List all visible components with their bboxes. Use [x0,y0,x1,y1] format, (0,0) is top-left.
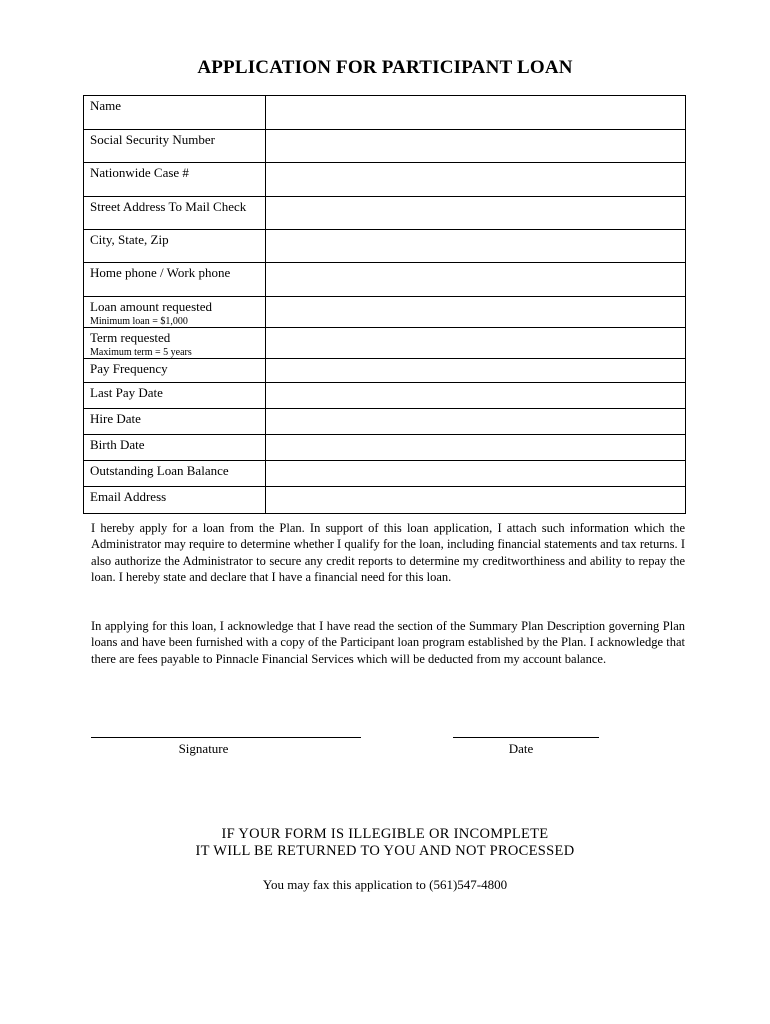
acknowledgement-statement: In applying for this loan, I acknowledge that I have read the section of the Summary Plan Description governing Plan loans and have been furnished with a copy of the Participant loan program established by the Plan. I acknowledge that there are fees payable to Pinnacle Financial Services which will be deducted from my account balance. [91,619,685,666]
pay-frequency-input[interactable] [266,359,686,383]
field-label: Home phone / Work phone [90,265,231,280]
field-label: Street Address To Mail Check [90,199,247,214]
field-row-hire-date [84,409,686,435]
field-row-outstanding-balance [84,461,686,487]
warning-line-1: IF YOUR FORM IS ILLEGIBLE OR INCOMPLETE [221,826,549,842]
field-label-cell [84,297,266,328]
field-row-city-state-zip [84,230,686,263]
field-label: Term requested [90,330,171,345]
field-label: Outstanding Loan Balance [90,463,229,478]
field-label: Last Pay Date [90,385,163,400]
name-input[interactable] [266,96,686,130]
field-label-cell [84,328,266,359]
field-label: Pay Frequency [90,361,168,376]
field-row-birth-date [84,435,686,461]
field-label: Name [90,98,122,113]
field-label-cell [84,96,266,130]
field-label-cell [84,435,266,461]
field-label-cell [84,409,266,435]
field-row-term [84,328,686,359]
field-label-cell [84,263,266,297]
date-line[interactable] [453,737,599,738]
application-statement: I hereby apply for a loan from the Plan. In support of this loan application, I attach such information which the Administrator may require to determine whether I qualify for the loan, including financial statements and tax returns. I also authorize the Administrator to secure any credit reports to determine my creditworthiness and ability to repay the loan. I hereby state and declare that I have a financial need for this loan. [91,521,685,585]
field-label: Hire Date [90,411,141,426]
field-label: Birth Date [90,437,145,452]
field-note: Minimum loan = $1,000 [90,316,188,327]
city-state-zip-input[interactable] [266,230,686,263]
term-input[interactable] [266,328,686,359]
field-label: Email Address [90,489,167,504]
signature-line[interactable] [91,737,361,738]
field-label-cell [84,130,266,163]
birth-date-input[interactable] [266,435,686,461]
field-row-last-pay-date [84,383,686,409]
application-form-table [83,95,686,514]
case-number-input[interactable] [266,163,686,197]
field-label: Loan amount requested [90,299,213,314]
outstanding-balance-input[interactable] [266,461,686,487]
field-row-pay-frequency [84,359,686,383]
email-input[interactable] [266,487,686,514]
field-label-cell [84,197,266,230]
fax-note: You may fax this application to (561)547-4800 [262,877,508,892]
field-label-cell [84,163,266,197]
ssn-input[interactable] [266,130,686,163]
warning-line-2: IT WILL BE RETURNED TO YOU AND NOT PROCESSED [195,843,575,859]
field-label: Nationwide Case # [90,165,189,180]
field-label-cell [84,487,266,514]
field-row-case-number [84,163,686,197]
field-label-cell [84,383,266,409]
field-note: Maximum term = 5 years [90,347,192,358]
phone-input[interactable] [266,263,686,297]
field-label-cell [84,461,266,487]
last-pay-date-input[interactable] [266,383,686,409]
field-row-name [84,96,686,130]
field-row-street-address [84,197,686,230]
field-row-phone [84,263,686,297]
hire-date-input[interactable] [266,409,686,435]
field-row-loan-amount [84,297,686,328]
field-row-email [84,487,686,514]
signature-label: Signature [178,741,229,756]
field-label: Social Security Number [90,132,215,147]
page-title: APPLICATION FOR PARTICIPANT LOAN [197,57,573,78]
field-label: City, State, Zip [90,232,169,247]
field-label-cell [84,359,266,383]
field-row-ssn [84,130,686,163]
date-label: Date [508,741,534,756]
field-label-cell [84,230,266,263]
street-address-input[interactable] [266,197,686,230]
loan-amount-input[interactable] [266,297,686,328]
